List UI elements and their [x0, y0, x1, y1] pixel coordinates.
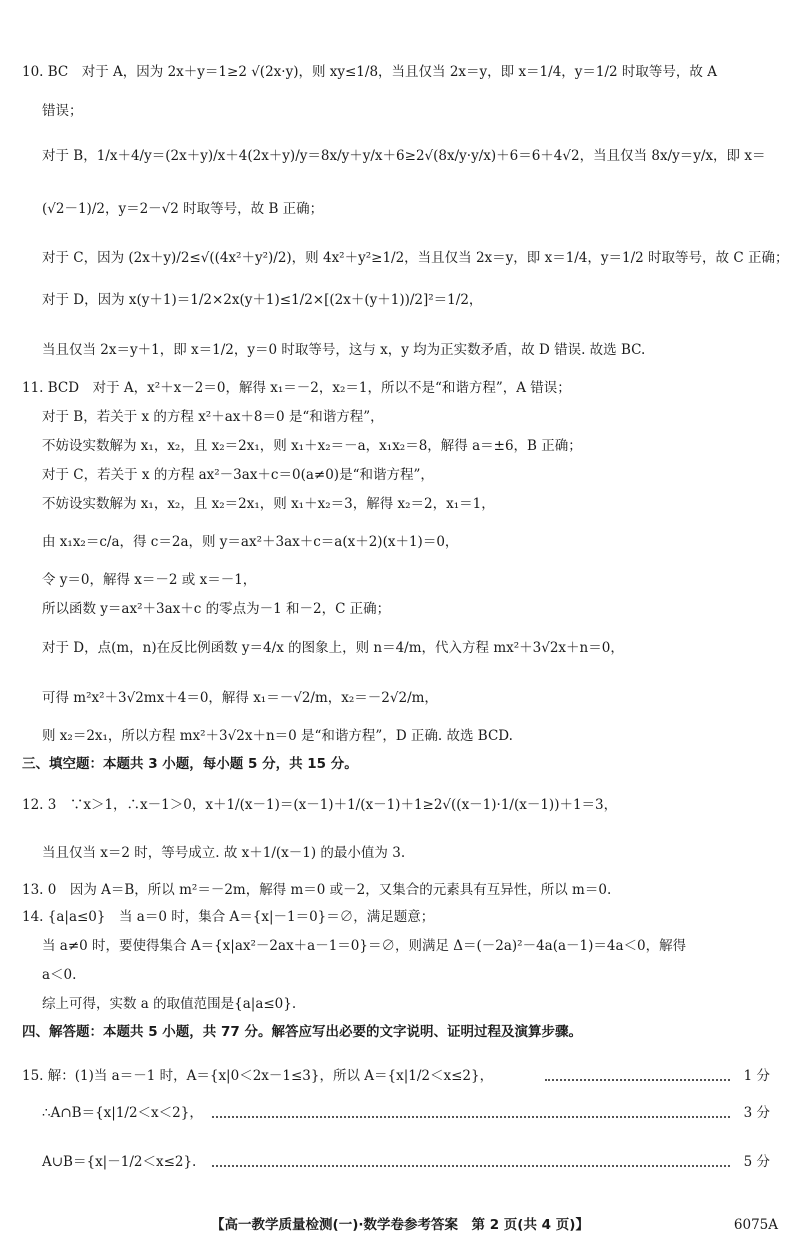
text-line: 不妨设实数解为 x₁，x₂，且 x₂＝2x₁，则 x₁＋x₂＝－a，x₁x₂＝8，解得 a＝±6，B 正确； — [42, 438, 582, 454]
text-line: 对于 C，因为 (2x＋y)/2≤√((4x²＋y²)/2)，则 4x²＋y²≥1/2，当且仅当 2x＝y，即 x＝1/4，y＝1/2 时取等号，故 C 正确； — [42, 250, 789, 266]
text-line: 对于 C，若关于 x 的方程 ax²－3ax＋c＝0(a≠0)是“和谐方程”， — [42, 467, 434, 483]
text-line: 对于 B，1/x＋4/y＝(2x＋y)/x＋4(2x＋y)/y＝8x/y＋y/x＋6≥2√(8x/y·y/x)＋6＝6＋4√2，当且仅当 8x/y＝y/x，即 x＝ — [42, 148, 766, 164]
leader-dots — [212, 1165, 730, 1167]
footer-code: 6075A — [733, 1217, 778, 1233]
leader-dots — [212, 1116, 730, 1118]
score-label: 1 分 — [740, 1066, 770, 1086]
text-line: 10. BC 对于 A，因为 2x＋y＝1≥2 √(2x·y)，则 xy≤1/8，当且仅当 2x＝y，即 x＝1/4，y＝1/2 时取等号，故 A — [22, 64, 717, 80]
score-row — [0, 1103, 800, 1123]
text-line: 所以函数 y＝ax²＋3ax＋c 的零点为－1 和－2，C 正确； — [42, 601, 391, 617]
text-line: 当且仅当 2x＝y＋1，即 x＝1/2，y＝0 时取等号，这与 x，y 均为正实数矛盾，故 D 错误. 故选 BC. — [42, 342, 646, 358]
text-line: 对于 D，因为 x(y＋1)＝1/2×2x(y＋1)≤1/2×[(2x＋(y＋1))/2]²＝1/2， — [42, 292, 483, 308]
text-line: 当 a≠0 时，要使得集合 A＝{x|ax²－2ax＋a－1＝0}＝∅，则满足 Δ＝(－2a)²－4a(a－1)＝4a＜0，解得 — [42, 938, 687, 954]
text-line: 不妨设实数解为 x₁，x₂，且 x₂＝2x₁，则 x₁＋x₂＝3，解得 x₂＝2，x₁＝1， — [42, 496, 495, 512]
text-line: 令 y＝0，解得 x＝－2 或 x＝－1， — [42, 572, 257, 588]
page-footer — [0, 1214, 800, 1236]
text-line: 15. 解：(1)当 a＝－1 时，A＝{x|0＜2x－1≤3}，所以 A＝{x|1/2＜x≤2}， — [22, 1068, 494, 1084]
text-line: 11. BCD 对于 A，x²＋x－2＝0，解得 x₁＝－2，x₂＝1，所以不是“和谐方程”，A 错误； — [22, 380, 571, 396]
score-row — [0, 1152, 800, 1172]
text-line: 综上可得，实数 a 的取值范围是{a|a≤0}. — [42, 996, 297, 1012]
score-label: 3 分 — [740, 1103, 770, 1123]
text-line: (√2－1)/2，y＝2－√2 时取等号，故 B 正确； — [42, 201, 324, 217]
leader-dots — [545, 1079, 730, 1081]
score-label: 5 分 — [740, 1152, 770, 1172]
score-row-q15-1 — [0, 1066, 800, 1086]
text-line: 则 x₂＝2x₁，所以方程 mx²＋3√2x＋n＝0 是“和谐方程”，D 正确. 故选 BCD. — [42, 728, 513, 744]
score-row-text: A∪B＝{x|－1/2＜x≤2}. — [42, 1152, 200, 1172]
text-line: 14. {a|a≤0} 当 a＝0 时，集合 A＝{x|－1＝0}＝∅，满足题意； — [22, 909, 435, 925]
section-heading: 四、解答题：本题共 5 小题，共 77 分。解答应写出必要的文字说明、证明过程及演算步骤。 — [22, 1024, 582, 1040]
text-line: 对于 D，点(m，n)在反比例函数 y＝4/x 的图象上，则 n＝4/m，代入方程 mx²＋3√2x＋n＝0， — [42, 640, 624, 656]
text-line: 当且仅当 x＝2 时，等号成立. 故 x＋1/(x－1) 的最小值为 3. — [42, 845, 406, 861]
section-heading: 三、填空题：本题共 3 小题，每小题 5 分，共 15 分。 — [22, 756, 358, 772]
text-line: 错误； — [42, 103, 83, 119]
text-line: a＜0. — [42, 967, 77, 983]
score-row-text: ∴A∩B＝{x|1/2＜x＜2}， — [42, 1103, 207, 1123]
text-line: 12. 3 ∵x＞1，∴x－1＞0，x＋1/(x－1)＝(x－1)＋1/(x－1)＋1≥2√((x－1)·1/(x－1))＋1＝3， — [22, 797, 618, 813]
text-line: 对于 B，若关于 x 的方程 x²＋ax＋8＝0 是“和谐方程”， — [42, 409, 384, 425]
footer-title: 【高一教学质量检测(一)·数学卷参考答案 第 2 页(共 4 页)】 — [211, 1217, 589, 1233]
text-line: 由 x₁x₂＝c/a，得 c＝2a，则 y＝ax²＋3ax＋c＝a(x＋2)(x＋1)＝0， — [42, 534, 459, 550]
text-line: 可得 m²x²＋3√2mx＋4＝0，解得 x₁＝－√2/m，x₂＝－2√2/m， — [42, 690, 438, 706]
text-line: 13. 0 因为 A＝B，所以 m²＝－2m，解得 m＝0 或－2，又集合的元素具有互异性，所以 m＝0. — [22, 882, 612, 898]
